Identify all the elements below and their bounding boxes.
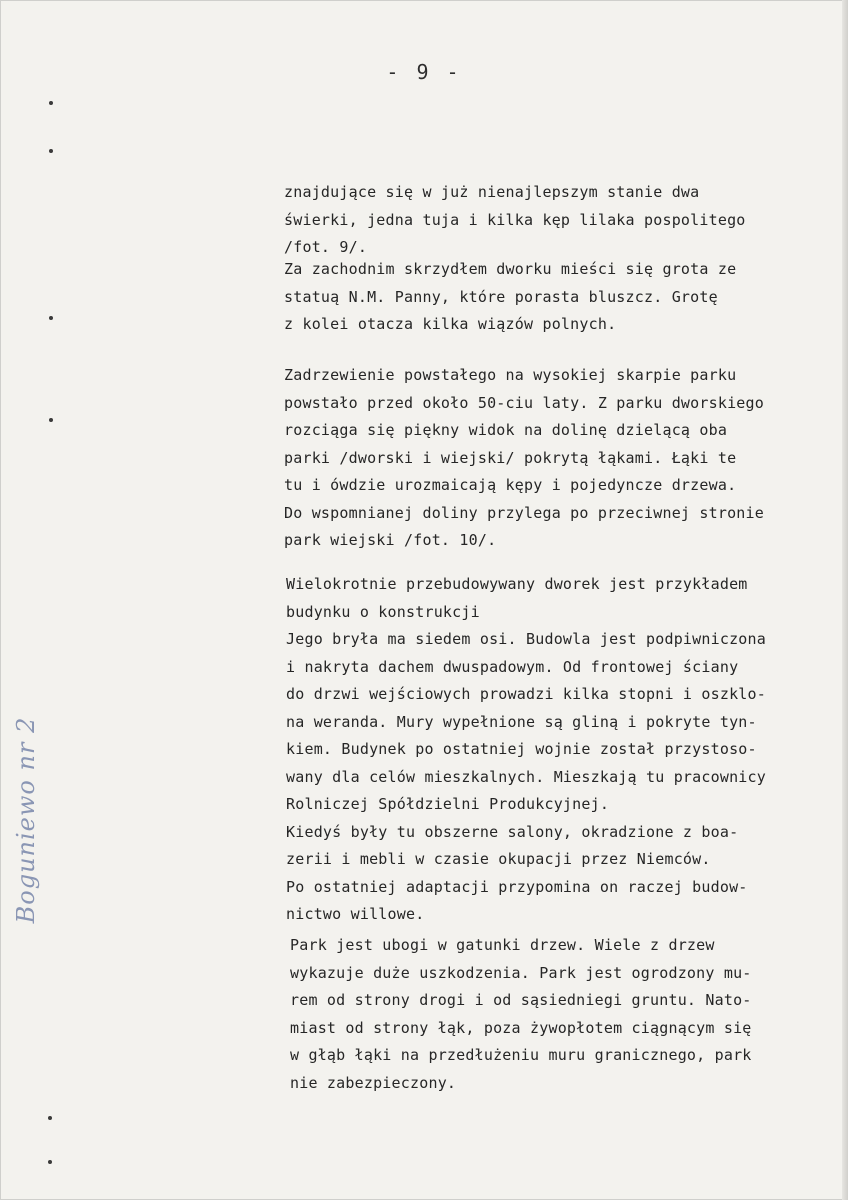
text-line: Do wspomnianej doliny przylega po przeciwnej stronie <box>284 503 764 522</box>
text-line: Po ostatniej adaptacji przypomina on raczej budow- <box>286 877 748 896</box>
margin-mark <box>49 418 53 422</box>
paragraph <box>286 571 834 929</box>
text-line: znajdujące się w już nienajlepszym stanie dwa <box>284 183 700 201</box>
text-line: wany dla celów mieszkalnych. Mieszkają tu pracownicy <box>286 767 766 786</box>
handwritten-margin-note <box>6 700 46 940</box>
text-line: /fot. 9/. <box>284 238 368 256</box>
text-line: parki /dworski i wiejski/ pokrytą łąkami. Łąki te <box>284 448 737 467</box>
text-line: powstało przed około 50-ciu laty. Z parku dworskiego <box>284 393 764 412</box>
margin-mark <box>49 149 53 153</box>
margin-mark <box>48 1116 52 1120</box>
text-line: z kolei otacza kilka wiązów polnych. <box>284 315 617 333</box>
text-line: Za zachodnim skrzydłem dworku mieści się grota ze <box>284 260 737 278</box>
page-edge <box>842 0 848 1200</box>
text-line: Rolniczej Spółdzielni Produkcyjnej. <box>286 795 610 813</box>
text-line: Wielokrotnie przebudowywany dworek jest przykładem <box>286 575 748 593</box>
text-line: świerki, jedna tuja i kilka kęp lilaka pospolitego <box>284 210 746 229</box>
text-line: w głąb łąki na przedłużeniu muru granicznego, park <box>290 1046 752 1064</box>
paragraph <box>284 256 832 339</box>
text-line: Park jest ubogi w gatunki drzew. Wiele z drzew <box>290 936 715 954</box>
text-line: Kiedyś były tu obszerne salony, okradzione z boa- <box>286 822 739 841</box>
text-line: rem od strony drogi i od sąsiedniegi gruntu. Nato- <box>290 991 752 1009</box>
text-line: budynku o konstrukcji <box>286 602 480 621</box>
page-number: - 9 - <box>386 60 462 84</box>
paragraph <box>290 932 838 1097</box>
text-line: i nakryta dachem dwuspadowym. Od frontowej ściany <box>286 657 739 676</box>
text-line: kiem. Budynek po ostatniej wojnie został przystoso- <box>286 740 757 758</box>
text-line: na weranda. Mury wypełnione są gliną i pokryte tyn- <box>286 712 757 731</box>
paragraph <box>284 362 832 555</box>
margin-mark <box>48 1160 52 1164</box>
margin-note-text: Boguniewo nr 2 <box>12 716 40 924</box>
text-line: nictwo willowe. <box>286 905 425 923</box>
text-line: rozciąga się piękny widok na dolinę dzielącą oba <box>284 421 728 439</box>
text-line: Jego bryła ma siedem osi. Budowla jest podpiwniczona <box>286 630 766 648</box>
text-line: Zadrzewienie powstałego na wysokiej skarpie parku <box>284 366 737 384</box>
text-line: statuą N.M. Panny, które porasta bluszcz. Grotę <box>284 287 718 306</box>
text-line: nie zabezpieczony. <box>290 1073 457 1092</box>
text-line: tu i ówdzie urozmaicają kępy i pojedyncze drzewa. <box>284 476 737 494</box>
margin-mark <box>49 316 53 320</box>
text-line: wykazuje duże uszkodzenia. Park jest ogrodzony mu- <box>290 963 752 982</box>
paragraph <box>284 179 832 262</box>
margin-mark <box>49 101 53 105</box>
text-line: zerii i mebli w czasie okupacji przez Niemców. <box>286 850 711 868</box>
text-line: do drzwi wejściowych prowadzi kilka stopni i oszklo- <box>286 685 766 703</box>
text-line: miast od strony łąk, poza żywopłotem ciągnącym się <box>290 1018 752 1037</box>
text-line: park wiejski /fot. 10/. <box>284 531 497 549</box>
